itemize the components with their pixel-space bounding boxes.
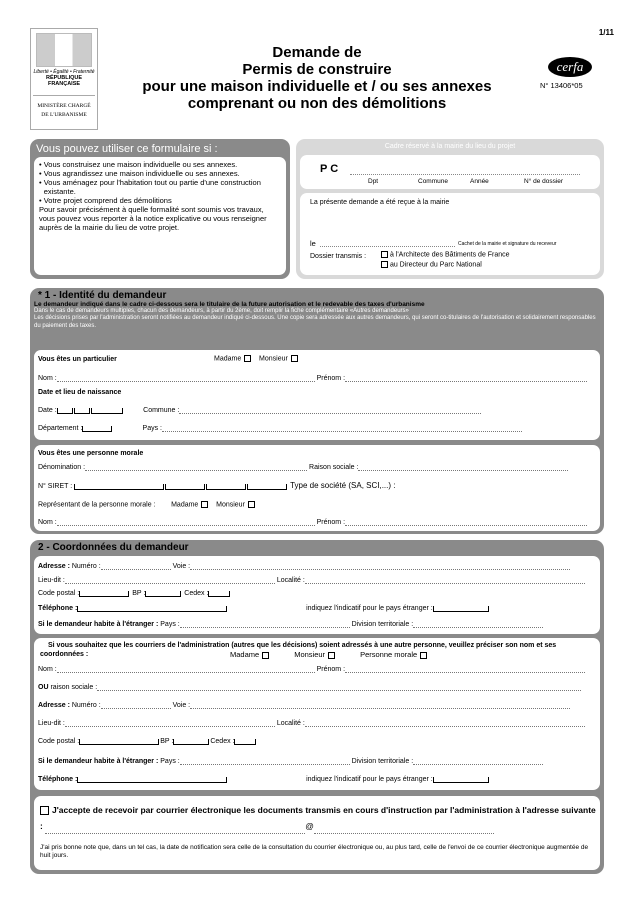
section2-title: 2 - Coordonnées du demandeur (38, 542, 189, 553)
birth-month-field[interactable] (74, 408, 90, 414)
other-intro: Si vous souhaitez que les courriers de l'administration (autres que les décisions) soient adressés à une autre personne, veuillez préciser son nom et ses coordonnées : (40, 642, 557, 658)
email-note: J'ai pris bonne note que, dans un tel cas, la date de notification sera celle de la consultation du courrier électronique ou, au plus tard, celle de l'envoi de ce courrier électronique augmentée de huit jours. (40, 844, 589, 859)
other-lieudit-label: Lieu-dit : (38, 720, 65, 727)
other-tel-field[interactable] (77, 777, 227, 783)
title-line: Demande de (272, 44, 362, 61)
lieudit-label: Lieu-dit : (38, 577, 65, 584)
s1-intro: Dans le cas de demandeurs multiples, chacun des demandeurs, à partir du 2ème, doit remplir la fiche complémentaire «Autres demandeurs» (34, 308, 409, 314)
date-label: Date : (38, 407, 57, 414)
repr-nom-label: Nom : (38, 519, 57, 526)
siret-field-2[interactable] (165, 484, 205, 490)
p-letter: P (320, 163, 328, 175)
s1-intro-bold: Le demandeur indiqué dans le cadre ci-dessous sera le titulaire de la future autorisation et le redevable des taxes d'urbanisme (34, 301, 425, 308)
repr-prenom-label: Prénom : (316, 519, 346, 526)
raison-input[interactable] (358, 463, 568, 471)
other-raison-input[interactable] (97, 683, 581, 691)
other-etranger-label: Si le demandeur habite à l'étranger : (38, 758, 159, 765)
denom-label: Dénomination : (38, 464, 86, 471)
motto: Liberté • Égalité • Fraternité (33, 69, 95, 75)
parc-checkbox[interactable] (381, 261, 388, 268)
cedex-field[interactable] (208, 591, 230, 597)
other-madame-checkbox[interactable] (262, 652, 269, 659)
siret-field-4[interactable] (247, 484, 287, 490)
mairie-title: Cadre réservé à la mairie du lieu du projet (384, 143, 516, 150)
title-line: Permis de construire (242, 61, 392, 78)
bp-field[interactable] (145, 591, 181, 597)
section-coordonnees (30, 540, 604, 874)
morale-box (34, 445, 600, 531)
voie-label: Voie : (172, 563, 191, 570)
usage-bullet: Votre projet comprend des démolitions (43, 196, 172, 205)
other-division-label: Division territoriale : (351, 758, 414, 765)
usage-bullet: Vous construisez une maison individuelle ou ses annexes. (43, 160, 238, 169)
email-user-input[interactable] (45, 826, 305, 834)
repr-prenom-input[interactable] (345, 518, 587, 526)
cp-field[interactable] (79, 591, 129, 597)
monsieur-label: Monsieur (259, 355, 288, 363)
date-received-field[interactable] (320, 239, 455, 247)
madame-checkbox[interactable] (244, 355, 251, 362)
repr-madame-label: Madame (171, 501, 199, 509)
repr-monsieur-checkbox[interactable] (248, 501, 255, 508)
s2-pays-input[interactable] (180, 620, 350, 628)
other-voie-label: Voie : (172, 702, 191, 709)
other-indic-label: indiquez l'indicatif pour le pays étranger : (306, 776, 433, 783)
usage-panel: Vous pouvez utiliser ce formulaire si : • Vous construisez une maison individuelle ou ses annexes. • Vous agrandissez une maison individuelle ou ses annexes. • Vous aménagez pour l'habitation tout ou partie d'une construction existante. • Votre projet comprend des démolitions Pour savoir précisément à quelle formalité sont soumis vos travaux, vous pouvez vous reporter à la notice explicative ou vous renseigner auprès de la mairie du lieu de votre projet. (30, 139, 290, 279)
other-cedex-label: Cedex : (210, 738, 235, 745)
localite-label: Localité : (276, 577, 305, 584)
bp-label: BP : (132, 590, 146, 597)
dossier-number-field[interactable] (350, 167, 580, 175)
other-madame-label: Madame (230, 650, 260, 659)
other-cp-field[interactable] (79, 739, 159, 745)
republic-label: RÉPUBLIQUE FRANÇAISE (45, 75, 83, 87)
republic-logo (30, 28, 98, 130)
other-bp-field[interactable] (173, 739, 209, 745)
email-box (34, 796, 600, 870)
page-number: 1/11 (598, 28, 614, 37)
annee-label: Année (470, 178, 489, 185)
monsieur-checkbox[interactable] (291, 355, 298, 362)
pc-label (320, 163, 338, 175)
tel-field[interactable] (77, 606, 227, 612)
dept-field[interactable] (82, 426, 112, 432)
birth-day-field[interactable] (57, 408, 73, 414)
particulier-box (34, 350, 600, 440)
le-label: le (310, 239, 316, 248)
repr-label: Représentant de la personne morale : (38, 501, 156, 509)
cachet-label: Cachet de la mairie et signature du receveur (458, 241, 557, 247)
email-consent-checkbox[interactable] (40, 806, 49, 815)
email-consent-label: J'accepte de recevoir par courrier électronique les documents transmis en cours d'instruction par l'administration à l'adresse suivante : (40, 805, 596, 831)
other-nom-label: Nom : (38, 666, 57, 673)
other-lieudit-input[interactable] (65, 719, 275, 727)
mairie-panel (296, 139, 604, 279)
other-cp-label: Code postal : (38, 738, 80, 745)
title-line: pour une maison individuelle et / ou ses annexes (142, 78, 492, 95)
madame-label: Madame (214, 355, 242, 363)
section1-title: * 1 - Identité du demandeur (38, 290, 167, 301)
numero-input[interactable] (101, 562, 171, 570)
usage-note: Pour savoir précisément à quelle formalité sont soumis vos travaux, vous pouvez vous reporter à la notice explicative ou vous renseigner auprès de la mairie du lieu de votre projet. (39, 205, 267, 232)
siret-label: N° SIRET : (38, 483, 73, 490)
ou-label: OU (38, 684, 49, 691)
other-address-box (34, 638, 600, 790)
type-label: Type de société (SA, SCI,...) : (290, 481, 396, 490)
marianne-icon (36, 33, 92, 67)
division-input[interactable] (413, 620, 543, 628)
parc-label: au Directeur du Parc National (389, 261, 482, 269)
nom-label: Nom : (38, 375, 57, 382)
other-pays-label: Pays : (160, 758, 180, 765)
etranger-label: Si le demandeur habite à l'étranger : (38, 621, 159, 628)
at-sign: @ (305, 821, 314, 831)
transmis-label: Dossier transmis : (310, 253, 367, 260)
raison-label: Raison sociale : (309, 464, 359, 471)
form-title (100, 44, 534, 112)
ministry-line: MINISTÈRE CHARGÉ (37, 103, 91, 109)
other-indic-field[interactable] (433, 777, 489, 783)
other-prenom-input[interactable] (345, 665, 585, 673)
indic-field[interactable] (433, 606, 489, 612)
s2-pays-label: Pays : (160, 621, 180, 628)
tel-label: Téléphone : (38, 605, 78, 612)
other-voie-input[interactable] (190, 701, 570, 709)
pm-label: Personne morale (360, 650, 418, 659)
other-prenom-label: Prénom : (316, 666, 346, 673)
other-pays-input[interactable] (180, 757, 350, 765)
dossier-label: N° de dossier (524, 178, 564, 185)
birth-year-field[interactable] (91, 408, 123, 414)
address-box (34, 556, 600, 634)
repr-madame-checkbox[interactable] (201, 501, 208, 508)
morale-label: Vous êtes une personne morale (38, 450, 144, 457)
particulier-label: Vous êtes un particulier (38, 356, 117, 363)
division-label: Division territoriale : (351, 621, 414, 628)
s1-intro2: Les décisions prises par l'administration seront notifiées au demandeur indiqué ci-dessous. Une copie sera adressée aux autres demandeurs, qui seront co-titulaires de l'autorisation et solidairement responsables du paiement des taxes. (34, 315, 596, 329)
other-cedex-field[interactable] (234, 739, 256, 745)
dob-label: Date et lieu de naissance (38, 389, 122, 396)
usage-title: Vous pouvez utiliser ce formulaire si : (36, 143, 218, 155)
email-domain-input[interactable] (314, 826, 494, 834)
usage-bullet: Vous agrandissez une maison individuelle ou ses annexes. (43, 169, 240, 178)
usage-bullet: Vous aménagez pour l'habitation tout ou partie d'une construction existante. (43, 178, 261, 196)
localite-input[interactable] (305, 576, 585, 584)
lieudit-input[interactable] (65, 576, 275, 584)
other-nom-input[interactable] (57, 665, 315, 673)
section-identity (30, 288, 604, 534)
dept-label: Département : (38, 425, 83, 432)
abf-label: à l'Architecte des Bâtiments de France (389, 251, 510, 259)
received-label: La présente demande a été reçue à la mairie (310, 199, 450, 206)
adresse-label: Adresse : (38, 563, 70, 570)
other-adresse-label: Adresse : (38, 702, 70, 709)
denom-input[interactable] (85, 463, 307, 471)
other-localite-input[interactable] (305, 719, 585, 727)
ministry-line: DE L'URBANISME (41, 112, 87, 118)
cedex-label: Cedex : (184, 590, 209, 597)
pays-input[interactable] (162, 424, 522, 432)
siret-field-1[interactable] (74, 484, 164, 490)
siret-field-3[interactable] (206, 484, 246, 490)
nom-input[interactable] (57, 374, 315, 382)
commune-label: Commune (418, 178, 448, 185)
abf-checkbox[interactable] (381, 251, 388, 258)
other-localite-label: Localité : (276, 720, 305, 727)
commune-input[interactable] (179, 406, 481, 414)
cerfa-logo: cerfa (548, 57, 592, 77)
commune-label: Commune : (143, 407, 180, 414)
repr-nom-input[interactable] (57, 518, 315, 526)
other-monsieur-checkbox[interactable] (328, 652, 335, 659)
other-numero-label: Numéro : (71, 702, 101, 709)
cp-label: Code postal : (38, 590, 80, 597)
other-raison-label: raison sociale : (50, 684, 98, 691)
c-letter: C (330, 163, 339, 175)
other-monsieur-label: Monsieur (294, 650, 326, 659)
other-numero-input[interactable] (101, 701, 171, 709)
prenom-input[interactable] (345, 374, 587, 382)
pm-checkbox[interactable] (420, 652, 427, 659)
numero-label: Numéro : (71, 563, 101, 570)
other-bp-label: BP : (160, 738, 174, 745)
voie-input[interactable] (190, 562, 570, 570)
other-division-input[interactable] (413, 757, 543, 765)
title-line: comprenant ou non des démolitions (187, 95, 447, 112)
dpt-label: Dpt (368, 178, 379, 185)
cerfa-number: N° 13406*05 (540, 81, 583, 90)
repr-monsieur-label: Monsieur (216, 501, 245, 509)
prenom-label: Prénom : (316, 375, 346, 382)
pays-label: Pays : (142, 425, 162, 432)
indic-label: indiquez l'indicatif pour le pays étranger : (306, 605, 433, 612)
other-tel-label: Téléphone : (38, 776, 78, 783)
